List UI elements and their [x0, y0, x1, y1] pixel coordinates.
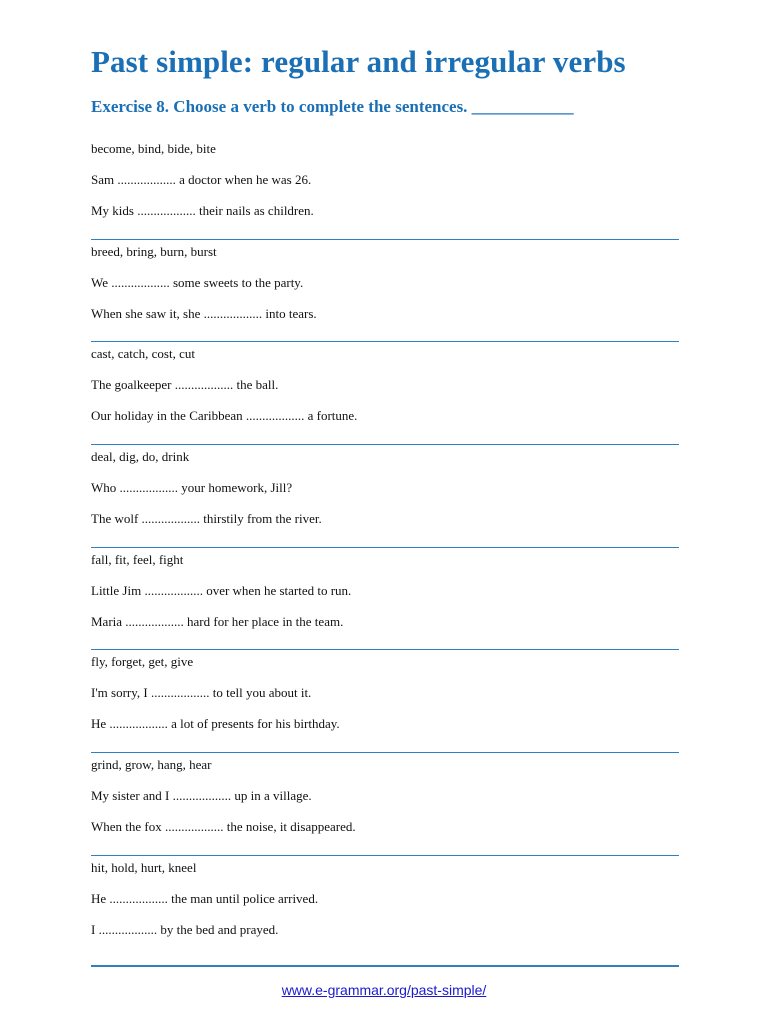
section-divider	[91, 547, 679, 548]
verb-options: hit, hold, hurt, kneel	[91, 859, 197, 875]
sentence-2: When she saw it, she .................. into tears.	[91, 305, 317, 321]
verb-options: become, bind, bide, bite	[91, 141, 216, 156]
page-title: Past simple: regular and irregular verbs	[91, 44, 626, 79]
sentence-2: I .................. by the bed and prayed.	[91, 921, 279, 937]
exercise-list	[91, 138, 679, 960]
exercise-group	[91, 446, 679, 549]
footer-divider	[91, 965, 679, 967]
exercise-group	[91, 241, 679, 344]
section-divider	[91, 341, 679, 342]
verb-options: fly, forget, get, give	[91, 654, 194, 670]
sentence-1: Sam .................. a doctor when he was 26.	[91, 172, 312, 187]
sentence-1: Who .................. your homework, Jill?	[91, 480, 293, 496]
sentence-2: The wolf .................. thirstily from the river.	[91, 511, 322, 527]
sentence-2: When the fox .................. the noise, it disappeared.	[91, 819, 356, 835]
exercise-group	[91, 138, 679, 241]
verb-options: fall, fit, feel, fight	[91, 551, 184, 567]
exercise-group	[91, 549, 679, 652]
section-divider	[91, 239, 679, 240]
sentence-1: Little Jim .................. over when he started to run.	[91, 582, 352, 598]
verb-options: breed, bring, burn, burst	[91, 243, 217, 259]
exercise-group	[91, 343, 679, 446]
sentence-1: He .................. the man until police arrived.	[91, 890, 319, 906]
exercise-group	[91, 754, 679, 857]
exercise-group	[91, 857, 679, 960]
verb-options: grind, grow, hang, hear	[91, 757, 212, 773]
footer-website-link[interactable]: www.e-grammar.org/past-simple/	[281, 982, 487, 998]
verb-options: deal, dig, do, drink	[91, 449, 190, 465]
sentence-2: He .................. a lot of presents for his birthday.	[91, 716, 340, 732]
section-divider	[91, 444, 679, 445]
sentence-2: Maria .................. hard for her place in the team.	[91, 613, 344, 629]
sentence-2: Our holiday in the Caribbean .................. a fortune.	[91, 408, 358, 424]
sentence-1: My sister and I .................. up in a village.	[91, 788, 312, 804]
sentence-1: I'm sorry, I .................. to tell you about it.	[91, 685, 312, 701]
sentence-1: We .................. some sweets to the party.	[91, 274, 304, 290]
section-divider	[91, 855, 679, 856]
section-divider	[91, 649, 679, 650]
section-divider	[91, 752, 679, 753]
sentence-1: The goalkeeper .................. the ball.	[91, 377, 279, 393]
sentence-2: My kids .................. their nails as children.	[91, 203, 314, 218]
verb-options: cast, catch, cost, cut	[91, 346, 195, 362]
exercise-group	[91, 651, 679, 754]
exercise-instruction: Exercise 8. Choose a verb to complete the sentences. ____________	[91, 97, 574, 116]
